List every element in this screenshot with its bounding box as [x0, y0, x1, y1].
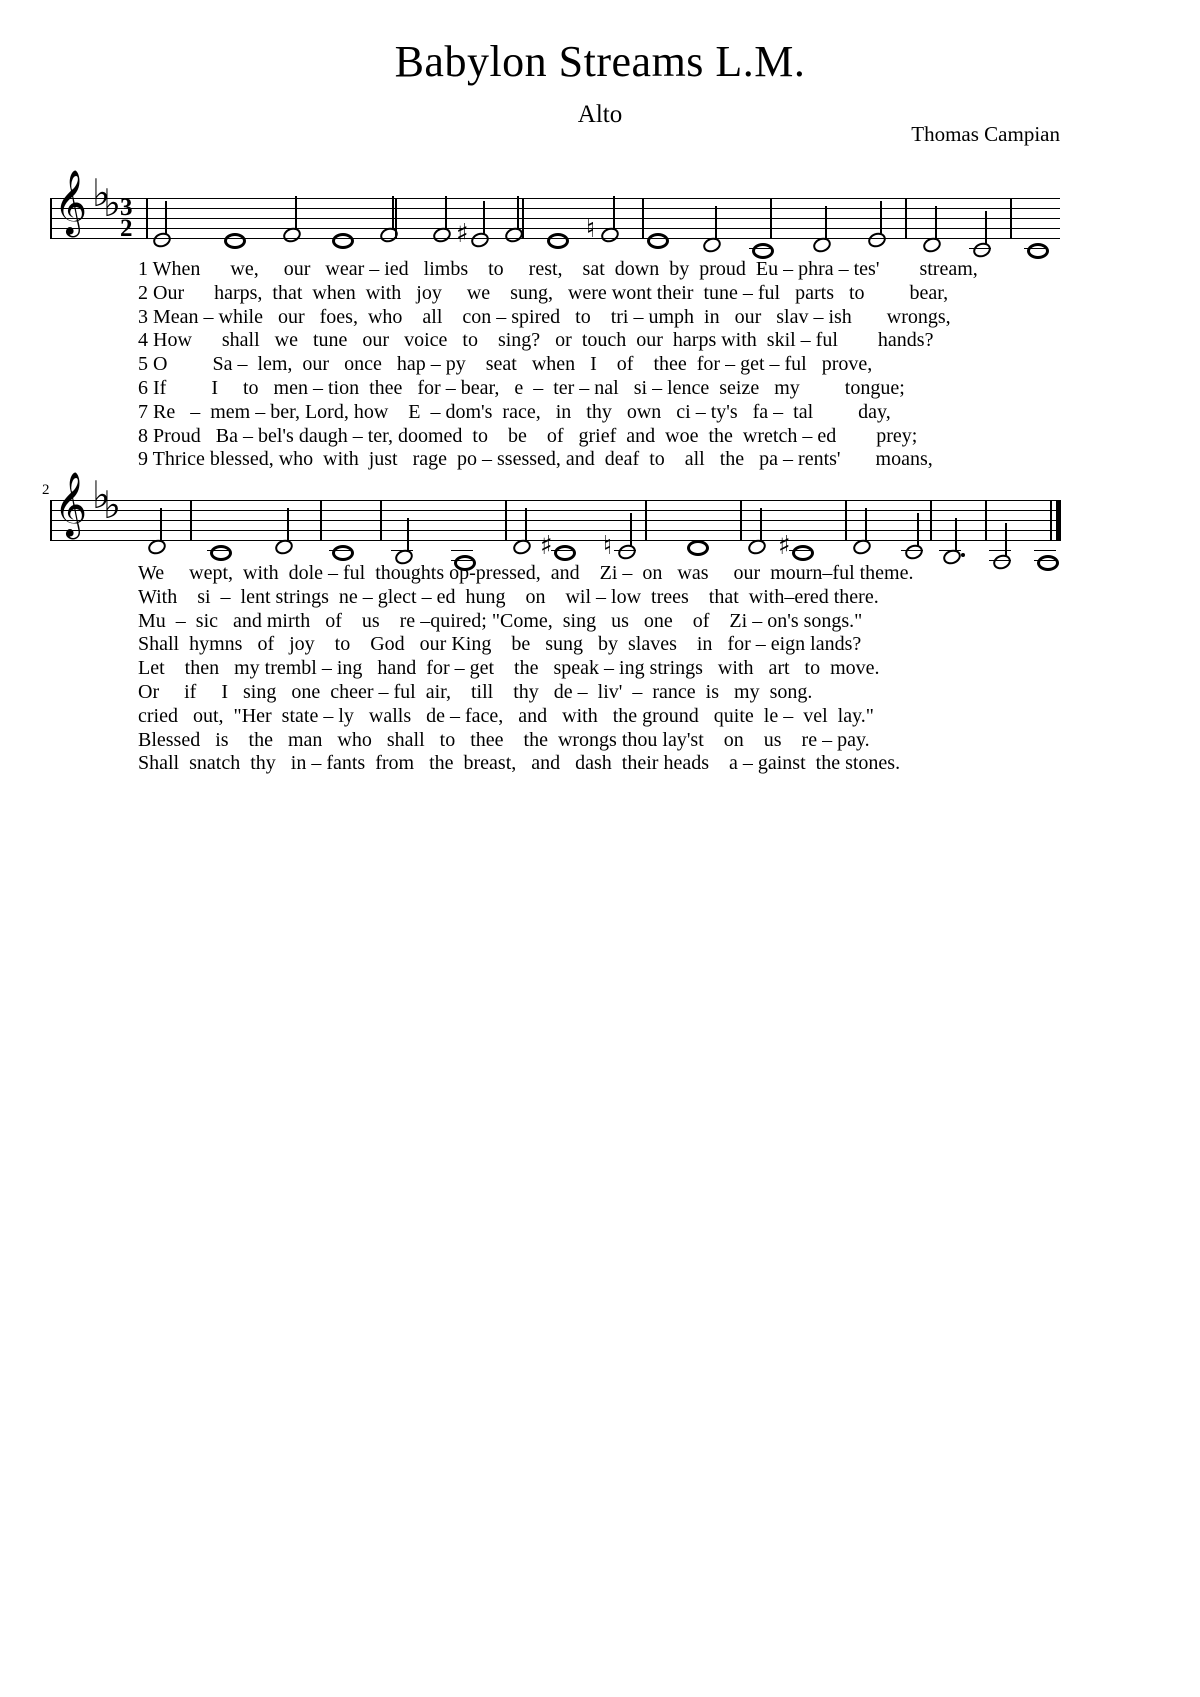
natural-accidental-icon: ♮ — [586, 214, 596, 244]
lyric-text: 4 How shall we tune our voice to sing? or touch our harps with skil – ful hands? — [138, 329, 934, 352]
lyric-text: With si – lent strings ne – glect – ed hung on wil – low trees that with–ered there. — [138, 585, 879, 608]
natural-accidental-icon: ♮ — [603, 531, 613, 561]
note-stem — [392, 196, 394, 230]
lyric-text: We wept, with dole – ful thoughts op-pressed, and Zi – on was our mourn–ful theme. — [138, 562, 914, 584]
barline — [985, 500, 987, 541]
lyric-text: 1 When we, our wear – ied limbs to rest, sat down by proud Eu – phra – tes' stream, — [138, 258, 978, 280]
lyric-line — [50, 306, 1060, 330]
voice-part-label: Alto — [577, 101, 623, 128]
lyric-text: 7 Re – mem – ber, Lord, how E – dom's race, in thy own ci – ty's fa – tal day, — [138, 400, 891, 423]
note-stem — [407, 518, 409, 552]
lyrics-block-second-half — [50, 562, 1060, 776]
note-stem — [630, 513, 632, 547]
barline — [930, 500, 932, 541]
staff-line — [50, 208, 1060, 209]
lyric-line — [50, 448, 1060, 472]
notehead — [332, 233, 354, 249]
notehead — [903, 542, 925, 561]
time-signature-denominator: 2 — [120, 215, 133, 242]
note-stem — [935, 206, 937, 240]
final-barline-thick — [1056, 500, 1061, 541]
key-signature-flat-icon: ♭ — [92, 171, 110, 215]
lyric-line — [50, 586, 1060, 610]
sharp-accidental-icon: ♯ — [540, 531, 553, 561]
barline — [320, 500, 322, 541]
lyric-line — [50, 705, 1060, 729]
treble-clef-icon: 𝄞 — [54, 170, 88, 235]
barline — [642, 198, 644, 239]
staff-line — [50, 500, 1060, 501]
barline — [740, 500, 742, 541]
barline — [190, 500, 192, 541]
final-barline-thin — [1050, 500, 1052, 541]
note-stem — [825, 206, 827, 240]
staff-line — [50, 520, 1060, 521]
notehead — [224, 233, 246, 249]
barline — [380, 500, 382, 541]
key-signature-flat-icon: ♭ — [103, 483, 121, 527]
notehead — [210, 545, 232, 561]
barline — [395, 198, 397, 239]
note-stem — [715, 206, 717, 240]
note-stem — [955, 518, 957, 552]
lyric-line — [50, 752, 1060, 776]
lyric-text: 3 Mean – while our foes, who all con – spired to tri – umph in our slav – ish wrongs, — [138, 305, 951, 328]
ledger-line — [451, 550, 473, 551]
note-stem — [517, 196, 519, 230]
staff-line — [50, 530, 1060, 531]
lyric-line — [50, 258, 1060, 282]
note-stem — [525, 508, 527, 542]
notehead — [687, 540, 709, 556]
note-stem — [613, 196, 615, 230]
staff-line — [50, 198, 1060, 199]
music-system-1 — [50, 170, 1060, 249]
notehead — [332, 545, 354, 561]
treble-clef-icon: 𝄞 — [54, 472, 88, 537]
note-stem — [1005, 523, 1007, 557]
barline — [505, 500, 507, 541]
lyric-line — [50, 329, 1060, 353]
lyric-text: 5 O Sa – lem, our once hap – py seat when I of thee for – get – ful prove, — [138, 353, 873, 376]
lyric-line — [50, 377, 1060, 401]
barline-start — [50, 198, 52, 239]
lyric-text: Or if I sing one cheer – ful air, till thy de – liv' – rance is my song. — [138, 680, 813, 703]
barline — [1010, 198, 1012, 239]
notehead — [616, 542, 638, 561]
note-stem — [760, 508, 762, 542]
lyric-text: 6 If I to men – tion thee for – bear, e – ter – nal si – lence seize my tongue; — [138, 376, 905, 399]
notehead — [469, 230, 491, 249]
staff-line — [50, 228, 1060, 229]
lyric-text: 8 Proud Ba – bel's daugh – ter, doomed to be of grief and woe the wretch – ed prey; — [138, 424, 918, 447]
sharp-accidental-icon: ♯ — [778, 531, 791, 561]
barline — [645, 500, 647, 541]
staff-2 — [50, 472, 1060, 561]
note-stem — [160, 508, 162, 542]
notehead — [866, 230, 888, 249]
note-stem — [985, 211, 987, 245]
notehead — [554, 545, 576, 561]
lyric-line — [50, 633, 1060, 657]
barline-start — [50, 500, 52, 541]
lyric-line — [50, 425, 1060, 449]
lyric-text: 2 Our harps, that when with joy we sung, were wont their tune – ful parts to bear, — [138, 281, 949, 304]
note-stem — [165, 201, 167, 235]
staff-1 — [50, 170, 1060, 249]
lyric-line — [50, 681, 1060, 705]
staff-line — [50, 510, 1060, 511]
note-stem — [880, 201, 882, 235]
system-number: 2 — [42, 482, 50, 498]
notehead — [1027, 243, 1049, 259]
note-stem — [917, 513, 919, 547]
note-stem — [287, 508, 289, 542]
barline — [905, 198, 907, 239]
notehead — [647, 233, 669, 249]
music-system-2 — [42, 472, 1060, 561]
notehead — [971, 240, 993, 259]
barline — [522, 198, 524, 239]
lyric-line — [50, 729, 1060, 753]
lyrics-block-verses-1-9 — [50, 258, 1060, 472]
note-stem — [865, 508, 867, 542]
ledger-line — [989, 550, 1011, 551]
page-title: Babylon Streams L.M. — [394, 37, 806, 86]
lyric-line — [50, 353, 1060, 377]
lyric-line — [50, 401, 1060, 425]
barline — [845, 500, 847, 541]
lyric-text: Let then my trembl – ing hand for – get the speak – ing strings with art to move. — [138, 657, 880, 680]
notehead — [151, 230, 173, 249]
composer-credit: Thomas Campian — [911, 122, 1060, 146]
note-stem — [295, 196, 297, 230]
note-stem — [445, 196, 447, 230]
notehead — [792, 545, 814, 561]
note-stem — [483, 201, 485, 235]
barline — [146, 198, 148, 239]
time-signature-numerator: 3 — [120, 194, 133, 221]
ledger-line — [1034, 550, 1056, 551]
lyric-text: Blessed is the man who shall to thee the wrongs thou lay'st on us re – pay. — [138, 728, 870, 751]
staff-line — [50, 540, 1060, 541]
lyric-line — [50, 562, 1060, 586]
lyric-line — [50, 282, 1060, 306]
notehead — [547, 233, 569, 249]
notehead — [752, 243, 774, 259]
barline — [770, 198, 772, 239]
lyric-text: 9 Thrice blessed, who with just rage po – ssessed, and deaf to all the pa – rents' moans, — [138, 448, 933, 471]
augmentation-dot — [961, 553, 965, 557]
lyric-line — [50, 657, 1060, 681]
sharp-accidental-icon: ♯ — [456, 219, 469, 249]
lyric-text: Mu – sic and mirth of us re –quired; "Come, sing us one of Zi – on's songs." — [138, 609, 863, 632]
lyric-line — [50, 610, 1060, 634]
key-signature-flat-icon: ♭ — [92, 473, 110, 517]
lyric-text: Shall snatch thy in – fants from the breast, and dash their heads a – gainst the stones. — [138, 752, 901, 775]
lyric-text: Shall hymns of joy to God our King be sung by slaves in for – eign lands? — [138, 633, 862, 656]
key-signature-flat-icon: ♭ — [103, 181, 121, 225]
lyric-text: cried out, "Her state – ly walls de – face, and with the ground quite le – vel lay." — [138, 704, 874, 727]
staff-line — [50, 218, 1060, 219]
